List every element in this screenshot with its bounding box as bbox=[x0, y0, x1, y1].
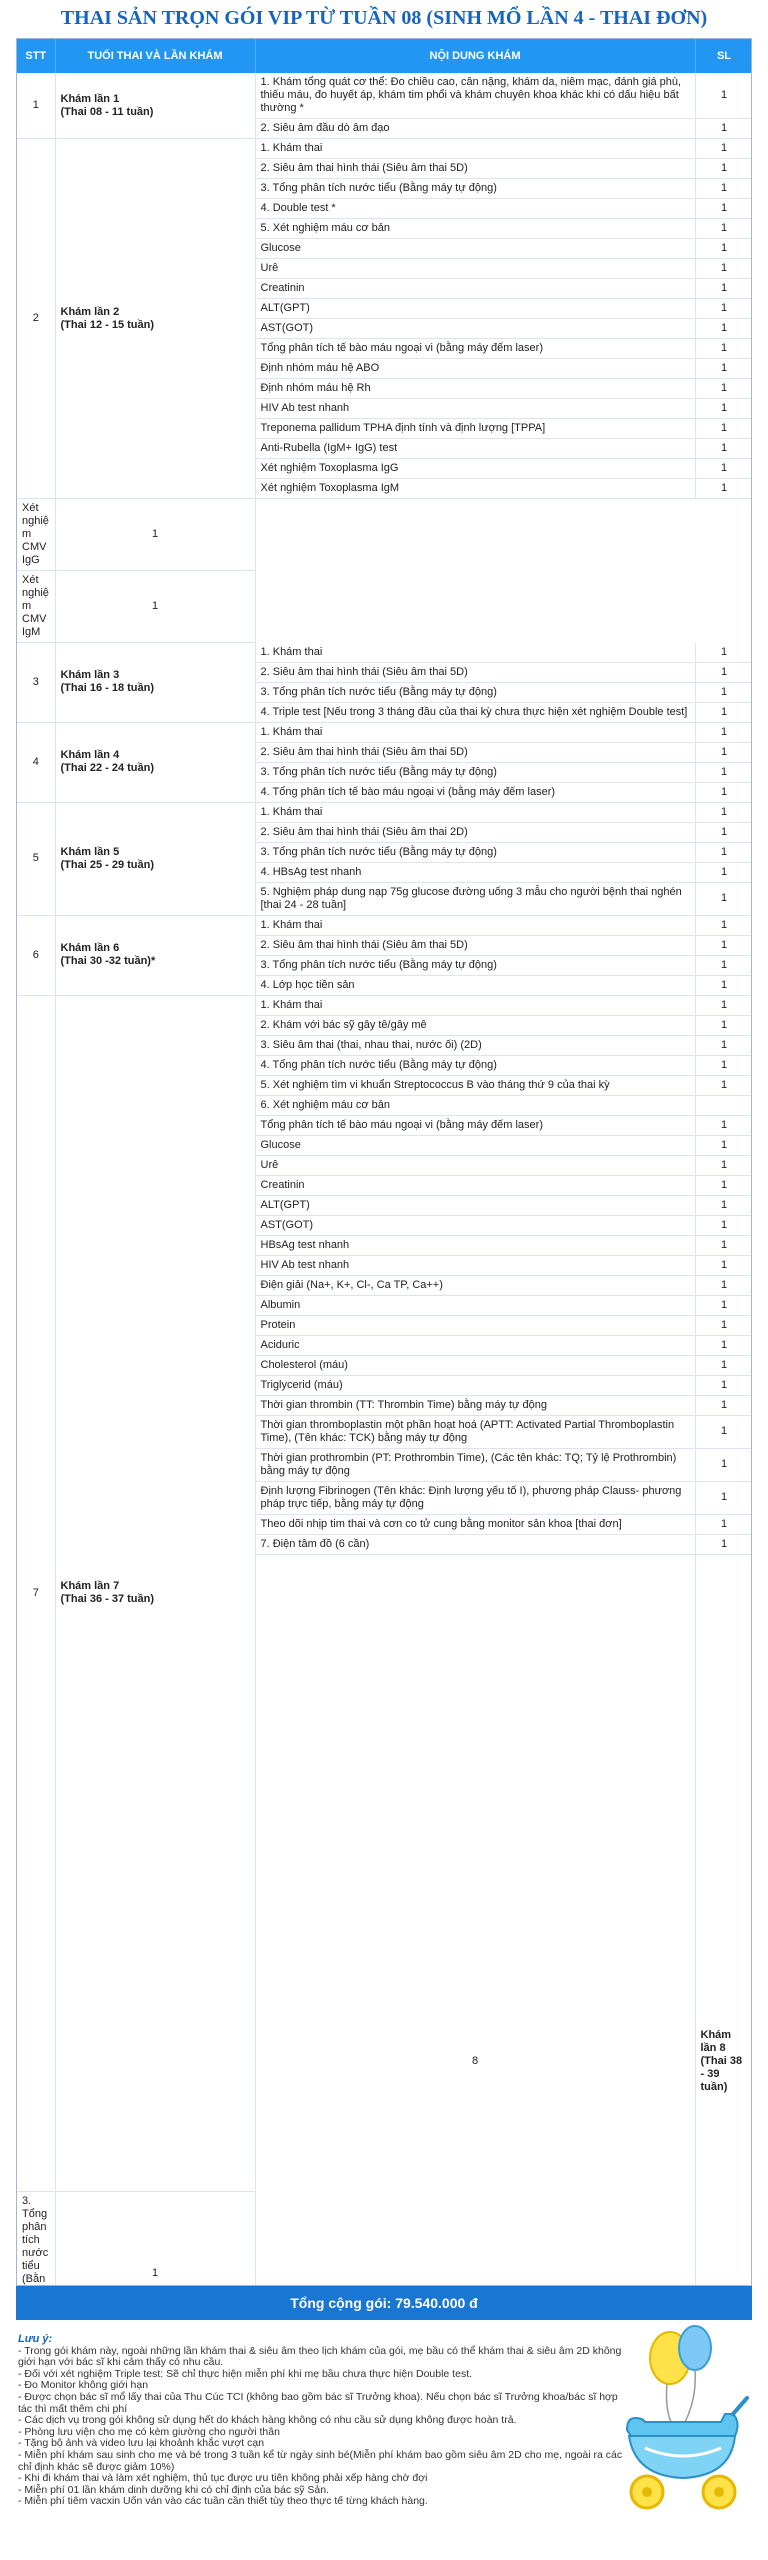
row-quantity: 1 bbox=[695, 975, 752, 995]
row-quantity: 1 bbox=[695, 1315, 752, 1335]
row-content: Xét nghiệm Toxoplasma IgM bbox=[255, 479, 695, 499]
row-visit bbox=[55, 995, 255, 2192]
visit-weeks: (Thai 36 - 37 tuần) bbox=[60, 1593, 155, 1606]
row-stt: 8 bbox=[255, 1554, 695, 2286]
row-content: 5. Nghiệm pháp dung nạp 75g glucose đường uống 3 mẫu cho người bệnh thai nghén [thai 24 - 28 tuần] bbox=[255, 882, 695, 915]
row-content: AST(GOT) bbox=[255, 319, 695, 339]
row-quantity: 1 bbox=[695, 1135, 752, 1155]
row-content: 3. Tổng phân tích nước tiểu (Bằng máy tự động) bbox=[255, 682, 695, 702]
row-quantity: 1 bbox=[695, 955, 752, 975]
column-header-stt: STT bbox=[17, 39, 55, 73]
row-stt: 3 bbox=[17, 643, 55, 723]
note-item: - Trong gói khám này, ngoài những lần khám thai & siêu âm theo lịch khám của gói, mẹ bầu có thể khám thai & siêu âm 2D không giới hạn với bác sĩ khi cảm thấy có nhu cầu. bbox=[18, 2344, 622, 2369]
row-content: Albumin bbox=[255, 1295, 695, 1315]
table-row bbox=[17, 995, 752, 1015]
note-item: - Miễn phí khám sau sinh cho mẹ và bé trong 3 tuần kể từ ngày sinh bé(Miễn phí khám bao gồm siêu âm 2D cho mẹ, ngoài ra các chỉ định khác sẽ được giảm 10%) bbox=[18, 2448, 623, 2473]
row-content: 4. Tổng phân tích nước tiểu (Bằng máy tự động) bbox=[255, 1055, 695, 1075]
row-quantity: 1 bbox=[695, 419, 752, 439]
row-quantity: 1 bbox=[695, 259, 752, 279]
page-title: THAI SẢN TRỌN GÓI VIP TỪ TUẦN 08 (SINH MỔ LẦN 4 - THAI ĐƠN) bbox=[60, 7, 708, 29]
row-content: 1. Khám thai bbox=[255, 139, 695, 159]
row-quantity: 1 bbox=[695, 399, 752, 419]
visit-weeks: (Thai 22 - 24 tuần) bbox=[60, 762, 155, 774]
package-table bbox=[17, 39, 752, 2286]
row-quantity: 1 bbox=[695, 935, 752, 955]
row-quantity: 1 bbox=[695, 662, 752, 682]
row-content: 2. Siêu âm thai hình thái (Siêu âm thai 5D) bbox=[255, 662, 695, 682]
table-body bbox=[17, 73, 752, 2286]
row-quantity: 1 bbox=[695, 1355, 752, 1375]
row-content: 4. Tổng phân tích tế bào máu ngoại vi (bằng máy đếm laser) bbox=[255, 782, 695, 802]
visit-label: Khám lần 6 bbox=[60, 942, 120, 954]
row-content: Protein bbox=[255, 1315, 695, 1335]
row-content: 1. Khám tổng quát cơ thể: Đo chiều cao, cân nặng, khám da, niêm mạc, đánh giá phù, thiếu máu, đo huyết áp, khám tim phổi và khám chuyên khoa khác khi có dấu hiệu bất thường * bbox=[255, 73, 695, 119]
row-quantity bbox=[695, 1095, 752, 1115]
row-content: Urê bbox=[255, 1155, 695, 1175]
note-item: - Đối với xét nghiệm Triple test: Sẽ chỉ thực hiện miễn phí khi mẹ bầu chưa thực hiện Double test. bbox=[18, 2367, 473, 2380]
row-content: Tổng phân tích tế bào máu ngoại vi (bằng máy đếm laser) bbox=[255, 1115, 695, 1135]
row-quantity: 1 bbox=[695, 1255, 752, 1275]
row-content: 3. Tổng phân tích nước tiểu (Bằn bbox=[17, 2192, 55, 2287]
row-quantity: 1 bbox=[695, 782, 752, 802]
row-quantity: 1 bbox=[695, 1481, 752, 1514]
row-content: 1. Khám thai bbox=[255, 802, 695, 822]
row-content: 3. Siêu âm thai (thai, nhau thai, nước ối) (2D) bbox=[255, 1035, 695, 1055]
row-quantity: 1 bbox=[695, 822, 752, 842]
row-quantity: 1 bbox=[695, 339, 752, 359]
package-table-container bbox=[16, 38, 752, 2286]
row-quantity: 1 bbox=[695, 643, 752, 663]
visit-label: Khám lần 4 bbox=[60, 749, 120, 761]
row-quantity: 1 bbox=[695, 702, 752, 722]
row-content: Creatinin bbox=[255, 279, 695, 299]
row-content: 4. Double test * bbox=[255, 199, 695, 219]
row-content: 3. Tổng phân tích nước tiểu (Bằng máy tự động) bbox=[255, 842, 695, 862]
row-quantity: 1 bbox=[695, 459, 752, 479]
visit-weeks: (Thai 16 - 18 tuần) bbox=[60, 682, 155, 695]
row-quantity: 1 bbox=[695, 1075, 752, 1095]
row-content: HBsAg test nhanh bbox=[255, 1235, 695, 1255]
row-quantity: 1 bbox=[695, 1448, 752, 1481]
row-content: 1. Khám thai bbox=[255, 995, 695, 1015]
row-content: Cholesterol (máu) bbox=[255, 1355, 695, 1375]
row-content: Creatinin bbox=[255, 1175, 695, 1195]
note-item: - Các dịch vụ trong gói không sử dụng hết do khách hàng không có nhu cầu sử dụng không được hoàn trả. bbox=[18, 2414, 517, 2427]
visit-weeks: (Thai 30 -32 tuần)* bbox=[60, 955, 156, 967]
row-content: Aciduric bbox=[255, 1335, 695, 1355]
row-content: 7. Điện tâm đồ (6 cần) bbox=[255, 1534, 695, 1554]
note-item: - Miễn phí tiêm vacxin Uốn ván vào các tuần cần thiết tùy theo thực tế từng khách hàng. bbox=[18, 2495, 428, 2508]
row-visit bbox=[55, 139, 255, 499]
row-quantity: 1 bbox=[695, 1215, 752, 1235]
row-quantity: 1 bbox=[695, 219, 752, 239]
notes-section bbox=[18, 2334, 628, 2554]
row-quantity: 1 bbox=[695, 379, 752, 399]
row-visit bbox=[695, 1554, 752, 2286]
row-quantity: 1 bbox=[695, 682, 752, 702]
row-content: Thời gian thrombin (TT: Thrombin Time) bằng máy tự động bbox=[255, 1395, 695, 1415]
row-quantity: 1 bbox=[695, 1035, 752, 1055]
row-content: 3. Tổng phân tích nước tiểu (Bằng máy tự động) bbox=[255, 762, 695, 782]
row-visit bbox=[55, 643, 255, 723]
row-quantity: 1 bbox=[695, 1335, 752, 1355]
row-quantity: 1 bbox=[695, 1235, 752, 1255]
row-stt: 4 bbox=[17, 722, 55, 802]
column-header-sl: SL bbox=[695, 39, 752, 73]
row-content: Xét nghiệm CMV IgM bbox=[17, 571, 55, 643]
row-stt: 2 bbox=[17, 139, 55, 499]
row-content: 1. Khám thai bbox=[255, 643, 695, 663]
row-content: Glucose bbox=[255, 239, 695, 259]
row-quantity: 1 bbox=[695, 1175, 752, 1195]
total-price-bar: Tổng cộng gói: 79.540.000 đ bbox=[16, 2286, 752, 2320]
row-content: HIV Ab test nhanh bbox=[255, 399, 695, 419]
visit-label: Khám lần 7 bbox=[60, 1580, 120, 1593]
column-header-content: NỘI DUNG KHÁM bbox=[255, 39, 695, 73]
row-quantity: 1 bbox=[695, 1415, 752, 1448]
note-item: - Được chọn bác sĩ mổ lấy thai của Thu Cúc TCI (không bao gồm bác sĩ Trưởng khoa). Nếu chọn bác sĩ Trưởng khoa/bác sĩ hợp tác thì mất thêm chi phí bbox=[18, 2390, 618, 2415]
row-quantity: 1 bbox=[695, 299, 752, 319]
note-item: - Phòng lưu viện cho mẹ có kèm giường cho người thân bbox=[18, 2425, 280, 2438]
visit-weeks: (Thai 08 - 11 tuần) bbox=[60, 105, 154, 118]
row-quantity: 1 bbox=[695, 1155, 752, 1175]
row-quantity: 1 bbox=[695, 762, 752, 782]
table-row bbox=[17, 571, 752, 643]
row-quantity: 1 bbox=[695, 179, 752, 199]
table-header-row bbox=[17, 39, 752, 73]
row-content: Urê bbox=[255, 259, 695, 279]
row-content: Định nhóm máu hệ Rh bbox=[255, 379, 695, 399]
row-quantity: 1 bbox=[695, 199, 752, 219]
row-quantity: 1 bbox=[695, 1115, 752, 1135]
row-content: ALT(GPT) bbox=[255, 1195, 695, 1215]
row-quantity: 1 bbox=[695, 1195, 752, 1215]
row-stt: 1 bbox=[17, 73, 55, 139]
row-content: 2. Siêu âm thai hình thái (Siêu âm thai 5D) bbox=[255, 935, 695, 955]
row-quantity: 1 bbox=[695, 1514, 752, 1534]
visit-label: Khám lần 2 bbox=[60, 305, 120, 318]
row-content: Định lượng Fibrinogen (Tên khác: Định lượng yếu tố I), phương pháp Clauss- phương pháp trực tiếp, bằng máy tự động bbox=[255, 1481, 695, 1514]
row-quantity: 1 bbox=[695, 842, 752, 862]
row-quantity: 1 bbox=[695, 319, 752, 339]
visit-label: Khám lần 1 bbox=[60, 92, 120, 105]
row-quantity: 1 bbox=[695, 119, 752, 139]
table-row bbox=[17, 73, 752, 119]
row-quantity: 1 bbox=[695, 995, 752, 1015]
row-content: Glucose bbox=[255, 1135, 695, 1155]
table-row bbox=[17, 915, 752, 935]
note-item: - Khi đi khám thai và làm xét nghiệm, thủ tục được ưu tiên không phải xếp hàng chờ đợi bbox=[18, 2472, 428, 2485]
row-quantity: 1 bbox=[55, 2192, 255, 2287]
row-quantity: 1 bbox=[695, 862, 752, 882]
row-stt: 6 bbox=[17, 915, 55, 995]
row-quantity: 1 bbox=[695, 159, 752, 179]
row-content: 5. Xét nghiệm máu cơ bản bbox=[255, 219, 695, 239]
row-quantity: 1 bbox=[695, 279, 752, 299]
note-item: - Tặng bộ ảnh và video lưu lại khoảnh khắc vượt cạn bbox=[18, 2437, 265, 2450]
row-content: 5. Xét nghiệm tìm vi khuẩn Streptococcus B vào tháng thứ 9 của thai kỳ bbox=[255, 1075, 695, 1095]
row-quantity: 1 bbox=[695, 1055, 752, 1075]
row-quantity: 1 bbox=[695, 1275, 752, 1295]
row-quantity: 1 bbox=[695, 915, 752, 935]
table-row bbox=[17, 139, 752, 159]
row-quantity: 1 bbox=[695, 139, 752, 159]
row-content: 2. Siêu âm thai hình thái (Siêu âm thai 5D) bbox=[255, 159, 695, 179]
row-content: 1. Khám thai bbox=[255, 722, 695, 742]
row-quantity: 1 bbox=[55, 571, 255, 643]
row-quantity: 1 bbox=[695, 722, 752, 742]
row-content: Điện giải (Na+, K+, Cl-, Ca TP, Ca++) bbox=[255, 1275, 695, 1295]
table-row bbox=[17, 499, 752, 571]
row-quantity: 1 bbox=[695, 239, 752, 259]
notes-title: Lưu ý: bbox=[18, 2334, 53, 2345]
column-header-visit: TUỔI THAI VÀ LẦN KHÁM bbox=[55, 39, 255, 73]
row-content: Xét nghiệm Toxoplasma IgG bbox=[255, 459, 695, 479]
row-quantity: 1 bbox=[695, 802, 752, 822]
row-quantity: 1 bbox=[695, 1375, 752, 1395]
table-row bbox=[17, 722, 752, 742]
row-content: 4. Lớp học tiền sản bbox=[255, 975, 695, 995]
row-content: Thời gian prothrombin (PT: Prothrombin Time), (Các tên khác: TQ; Tỷ lệ Prothrombin) bằng máy tự động bbox=[255, 1448, 695, 1481]
notes-list bbox=[18, 2346, 628, 2508]
row-content: 6. Xét nghiệm máu cơ bản bbox=[255, 1095, 695, 1115]
row-content: HIV Ab test nhanh bbox=[255, 1255, 695, 1275]
row-content: Thời gian thromboplastin một phần hoạt hoá (APTT: Activated Partial Thromboplastin Time), (Tên khác: TCK) bằng máy tự động bbox=[255, 1415, 695, 1448]
row-quantity: 1 bbox=[695, 882, 752, 915]
baby-carriage-icon bbox=[605, 2318, 760, 2518]
row-content: 4. HBsAg test nhanh bbox=[255, 862, 695, 882]
row-quantity: 1 bbox=[695, 1395, 752, 1415]
row-visit bbox=[55, 73, 255, 139]
visit-weeks: (Thai 25 - 29 tuần) bbox=[60, 858, 155, 871]
row-quantity: 1 bbox=[695, 1015, 752, 1035]
table-row bbox=[17, 643, 752, 663]
row-content: Xét nghiệm CMV IgG bbox=[17, 499, 55, 571]
row-quantity: 1 bbox=[695, 439, 752, 459]
row-quantity: 1 bbox=[695, 1534, 752, 1554]
row-quantity: 1 bbox=[695, 479, 752, 499]
row-content: 2. Siêu âm thai hình thái (Siêu âm thai 5D) bbox=[255, 742, 695, 762]
visit-weeks: (Thai 12 - 15 tuần) bbox=[60, 318, 155, 331]
visit-label: Khám lần 5 bbox=[60, 845, 120, 858]
row-content: AST(GOT) bbox=[255, 1215, 695, 1235]
row-visit bbox=[55, 915, 255, 995]
table-row bbox=[17, 802, 752, 822]
row-content: 2. Siêu âm thai hình thái (Siêu âm thai 2D) bbox=[255, 822, 695, 842]
row-content: ALT(GPT) bbox=[255, 299, 695, 319]
row-content: Tổng phân tích tế bào máu ngoại vi (bằng máy đếm laser) bbox=[255, 339, 695, 359]
row-content: Theo dõi nhịp tim thai và cơn co tử cung bằng monitor sản khoa [thai đơn] bbox=[255, 1514, 695, 1534]
row-content: 2. Siêu âm đầu dò âm đạo bbox=[255, 119, 695, 139]
row-content: 3. Tổng phân tích nước tiểu (Bằng máy tự động) bbox=[255, 955, 695, 975]
visit-weeks: (Thai 38 - 39 tuần) bbox=[700, 2055, 743, 2094]
row-visit bbox=[55, 722, 255, 802]
row-stt: 7 bbox=[17, 995, 55, 2192]
row-quantity: 1 bbox=[55, 499, 255, 571]
row-content: 2. Khám với bác sỹ gây tê/gây mê bbox=[255, 1015, 695, 1035]
row-content: Định nhóm máu hệ ABO bbox=[255, 359, 695, 379]
row-stt: 5 bbox=[17, 802, 55, 915]
row-quantity: 1 bbox=[695, 1295, 752, 1315]
row-content: 3. Tổng phân tích nước tiểu (Bằng máy tự động) bbox=[255, 179, 695, 199]
note-item: - Miễn phí 01 lần khám dinh dưỡng khi có chỉ định của bác sỹ Sản. bbox=[18, 2483, 330, 2496]
row-quantity: 1 bbox=[695, 742, 752, 762]
row-content: Treponema pallidum TPHA định tính và định lượng [TPPA] bbox=[255, 419, 695, 439]
row-visit bbox=[55, 802, 255, 915]
row-content: 4. Triple test [Nếu trong 3 tháng đầu của thai kỳ chưa thực hiện xét nghiệm Double test] bbox=[255, 702, 695, 722]
visit-label: Khám lần 8 bbox=[700, 2029, 732, 2055]
row-quantity: 1 bbox=[695, 359, 752, 379]
visit-label: Khám lần 3 bbox=[60, 669, 120, 682]
row-content: 1. Khám thai bbox=[255, 915, 695, 935]
row-content: Anti-Rubella (IgM+ IgG) test bbox=[255, 439, 695, 459]
row-quantity: 1 bbox=[695, 73, 752, 119]
row-content: Triglycerid (máu) bbox=[255, 1375, 695, 1395]
note-item: - Đo Monitor không giới hạn bbox=[18, 2379, 149, 2392]
